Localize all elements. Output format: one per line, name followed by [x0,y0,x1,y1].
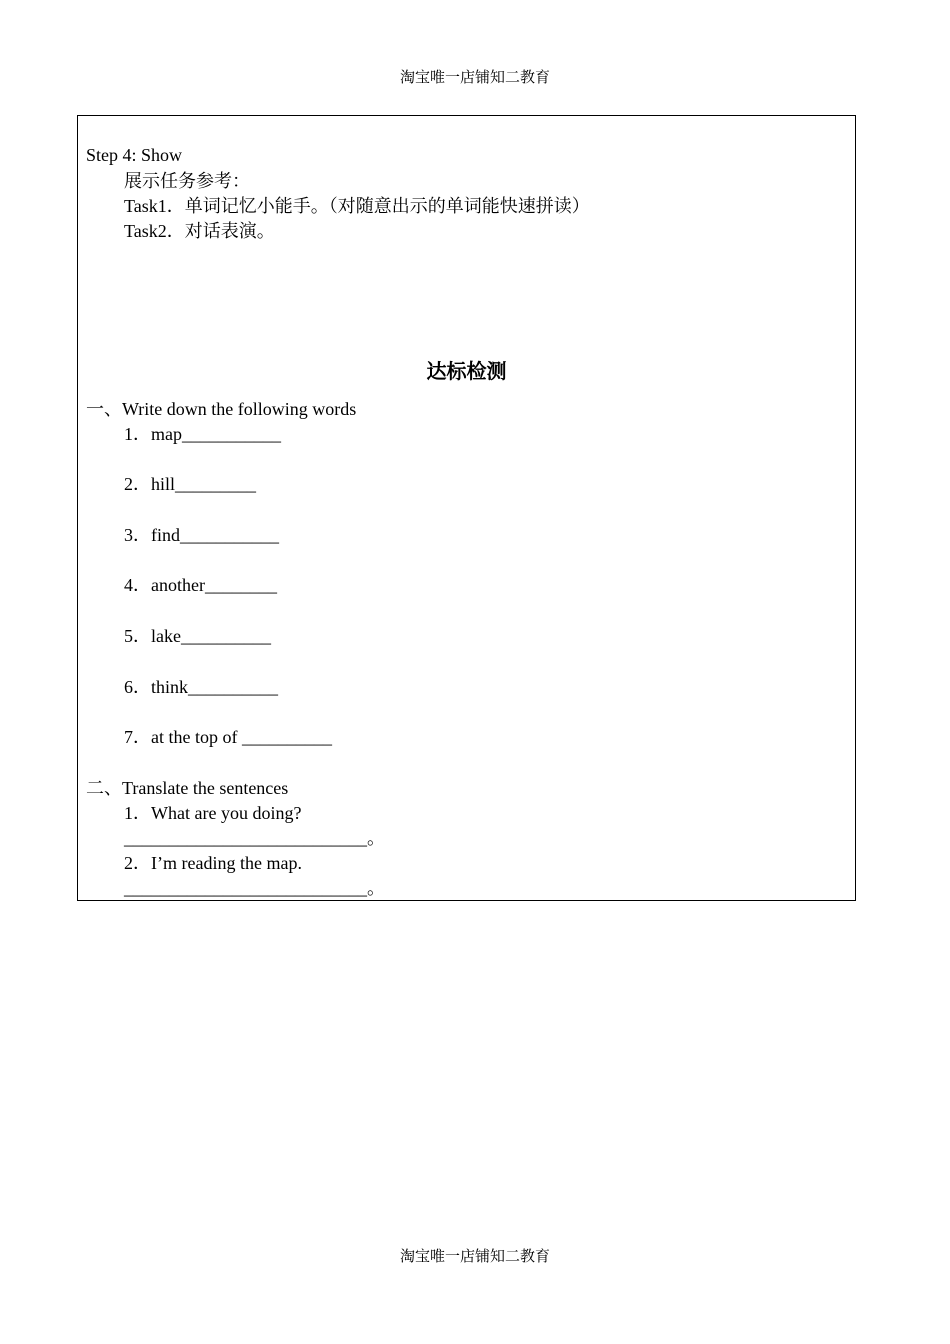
content-box [77,115,856,901]
word-item: 3．find___________ [124,525,279,545]
step4-heading: Step 4: Show [86,145,183,165]
page-header: 淘宝唯一店铺知二教育 [399,70,550,86]
sentence-question-2: 2．I’m reading the map. [124,853,302,873]
word-item: 5．lake__________ [124,626,271,646]
part2-heading: 二、Translate the sentences [86,778,289,798]
word-item: 4．another________ [124,575,277,595]
sentence-question-1: 1．What are you doing? [124,803,302,823]
answer-blank-1: ___________________________。 [124,828,385,848]
page-footer: 淘宝唯一店铺知二教育 [399,1249,550,1265]
word-item: 7．at the top of __________ [124,727,332,747]
test-title: 达标检测 [426,359,507,383]
word-item: 2．hill_________ [124,474,257,494]
step4-intro: 展示任务参考： [124,171,250,191]
word-item: 6．think__________ [124,677,279,697]
task1-text: Task1．单词记忆小能手。（对随意出示的单词能快速拼读） [124,196,590,216]
answer-blank-2: ___________________________。 [124,878,385,898]
part1-heading: 一、Write down the following words [86,399,357,419]
task2-text: Task2．对话表演。 [124,221,275,241]
word-item: 1．map___________ [124,424,281,444]
